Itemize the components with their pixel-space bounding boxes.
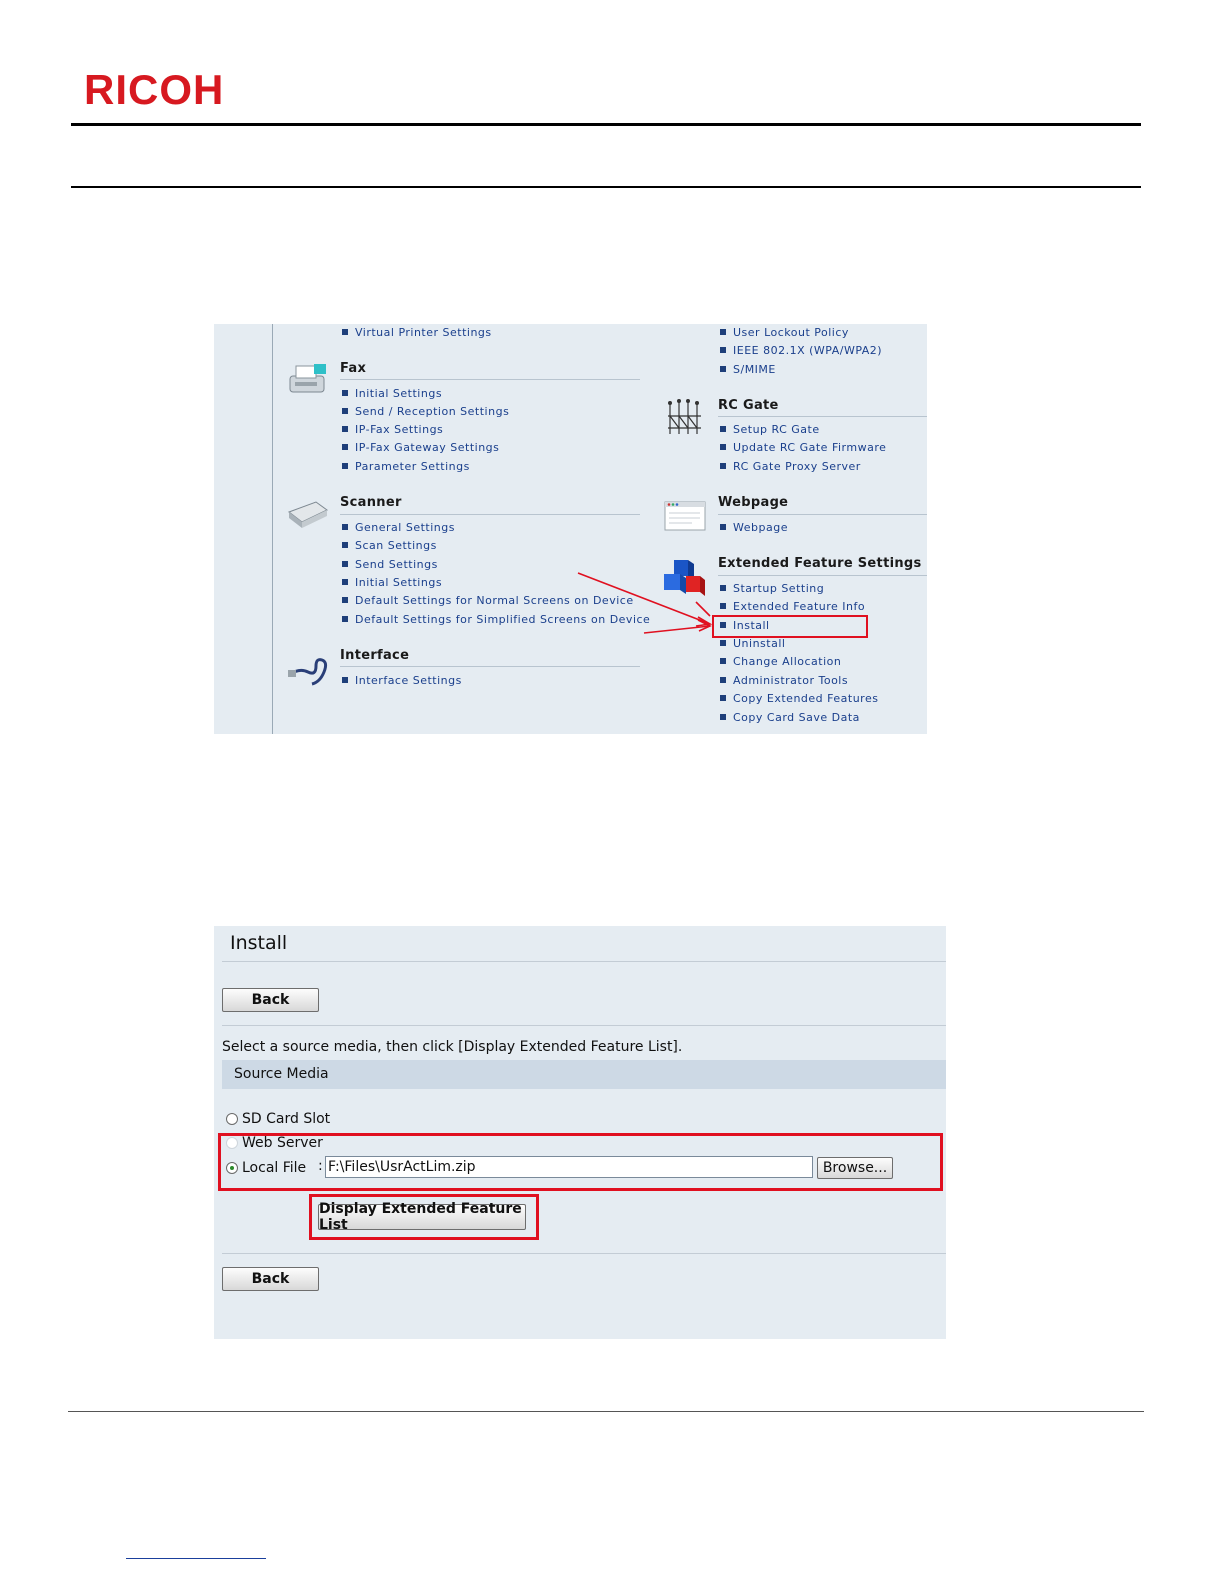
extended-feature-link[interactable]: Startup Setting xyxy=(720,582,824,595)
source-media-header xyxy=(222,1060,946,1089)
fax-link[interactable]: IP-Fax Gateway Settings xyxy=(342,441,499,454)
rc-gate-link[interactable]: Setup RC Gate xyxy=(720,423,820,436)
scanner-link[interactable]: Default Settings for Normal Screens on Device xyxy=(342,594,634,607)
display-button-highlight-box xyxy=(309,1194,539,1240)
extended-feature-link[interactable]: Copy Card Save Data xyxy=(720,711,860,724)
fax-link[interactable]: Initial Settings xyxy=(342,387,442,400)
fax-link[interactable]: Parameter Settings xyxy=(342,460,470,473)
back-button-top[interactable]: Back xyxy=(222,988,319,1012)
fax-link[interactable]: IP-Fax Settings xyxy=(342,423,443,436)
ricoh-logo: RICOH xyxy=(84,66,225,113)
footer-link-underline[interactable] xyxy=(126,1558,266,1559)
section-title-webpage: Webpage xyxy=(718,495,789,510)
extended-feature-link[interactable]: Uninstall xyxy=(720,637,785,650)
rc-gate-link[interactable]: Update RC Gate Firmware xyxy=(720,441,886,454)
section-title-interface: Interface xyxy=(340,648,410,663)
settings-menu-screenshot xyxy=(214,324,927,734)
install-link[interactable]: Install xyxy=(720,619,770,632)
colon-separator: : xyxy=(318,1158,323,1174)
menu-link[interactable]: User Lockout Policy xyxy=(720,326,849,339)
extended-feature-link[interactable]: Copy Extended Features xyxy=(720,692,878,705)
divider xyxy=(222,961,946,962)
interface-link[interactable]: Interface Settings xyxy=(342,674,462,687)
install-page-screenshot xyxy=(214,926,946,1339)
source-media-label: Source Media xyxy=(234,1066,329,1082)
sd-card-radio[interactable] xyxy=(226,1113,238,1125)
webpage-link[interactable]: Webpage xyxy=(720,521,788,534)
menu-link[interactable]: IEEE 802.1X (WPA/WPA2) xyxy=(720,344,882,357)
fax-link[interactable]: Send / Reception Settings xyxy=(342,405,509,418)
section-title-scanner: Scanner xyxy=(340,495,402,510)
browse-button[interactable]: Browse... xyxy=(817,1157,893,1179)
scanner-link[interactable]: Scan Settings xyxy=(342,539,437,552)
annotation-arrows xyxy=(214,324,927,734)
divider xyxy=(222,1025,946,1026)
back-button-bottom[interactable]: Back xyxy=(222,1267,319,1291)
scanner-link[interactable]: Initial Settings xyxy=(342,576,442,589)
page-title: Install xyxy=(230,932,288,954)
header-rule-bottom xyxy=(71,186,1141,188)
section-title-extended-feature-settings: Extended Feature Settings xyxy=(718,556,922,571)
local-file-highlight-box xyxy=(218,1133,943,1191)
divider xyxy=(222,1253,946,1254)
section-title-fax: Fax xyxy=(340,361,367,376)
extended-feature-link[interactable]: Extended Feature Info xyxy=(720,600,865,613)
menu-link[interactable]: Virtual Printer Settings xyxy=(342,326,492,339)
scanner-link[interactable]: Send Settings xyxy=(342,558,438,571)
scanner-link[interactable]: General Settings xyxy=(342,521,455,534)
scanner-link[interactable]: Default Settings for Simplified Screens on Device xyxy=(342,613,650,626)
extended-feature-link[interactable]: Change Allocation xyxy=(720,655,841,668)
display-extended-feature-list-button[interactable]: Display Extended Feature List xyxy=(318,1204,526,1230)
local-file-label: Local File xyxy=(242,1160,307,1176)
sd-card-label: SD Card Slot xyxy=(242,1111,331,1127)
extended-feature-link[interactable]: Administrator Tools xyxy=(720,674,848,687)
web-server-label: Web Server xyxy=(242,1135,323,1151)
header-rule-top xyxy=(71,123,1141,126)
menu-link[interactable]: S/MIME xyxy=(720,363,776,376)
section-title-rc-gate: RC Gate xyxy=(718,398,779,413)
local-file-input[interactable]: F:\Files\UsrActLim.zip xyxy=(325,1156,813,1178)
instruction-text: Select a source media, then click [Display Extended Feature List]. xyxy=(222,1039,683,1055)
footer-rule xyxy=(68,1411,1144,1412)
rc-gate-link[interactable]: RC Gate Proxy Server xyxy=(720,460,861,473)
